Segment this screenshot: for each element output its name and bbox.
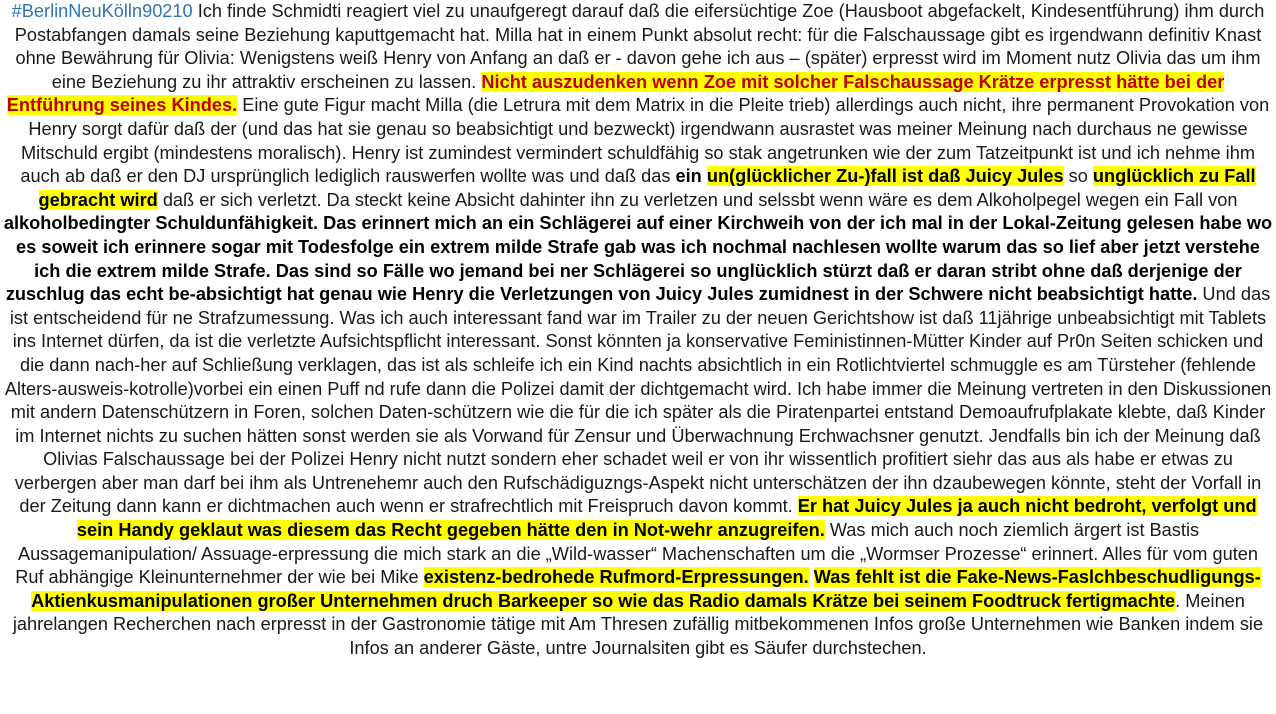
highlighted-bold-text: existenz-bedrohede Rufmord-Erpressungen.	[423, 567, 809, 588]
text-segment: Und das ist entscheidend für ne Strafzumessung. Was ich auch interessant fand war im Trailer zu der neuen Gerichtshow ist daß 11jährige unbeabsichtigt mit Tablets ins Internet dürfen, da ist die verletzte Aufsichtspflicht interessant. Sonst könnten ja konservative Feministinnen-Mütter Kinder auf Pr0n Seiten schicken und die dann nach-her auf Schließung verklagen, das ist als schleife ich ein Kind nachts absichtlich in ein Rotlichtviertel schmuggle es am Türsteher (fehlende Alters-ausweis-kotrolle)vorbei ein einen Puff nd rufe dann die Polizei damit der dichtgemacht wird. Ich habe immer die Meinung vertreten in den Diskussionen mit andern Datenschützern in Foren, solchen Daten-schützern wie die für die ich später als die Piratenpartei entstand Demoaufrufplakate klebte, daß Kinder im Internet nichts zu suchen hätten sonst werden sie als Vorwand für Zensur und Überwachnung Erchwachsner genutzt. Jendfalls bin ich der Meinung daß Olivias Falschaussage bei der Polizei Henry nicht nutzt sondern eher schadet weil er von ihr wissentlich profitiert siehr das aus als habe er etwas zu verbergen aber man darf bei ihm als Untrenehemr auch den Rufschädiguzngs-Aspekt nicht unterschätzen der ihn dzaubewegen könnte, steht der Vorfall in der Zeitung dann kann er dichtmachen auch wenn er strafrechtlich mit Freispruch davon kommt.	[4, 284, 1272, 517]
text-segment: Eine gute Figur macht Milla (die Letrura mit dem Matrix in die Pleite trieb) allerdings auch nicht, ihre permanent Provokation von Henry sorgt dafür daß der (und das hat sie genau so beabsichtigt und bezweckt) irgendwann ausrastet was meiner Meinung nach durchaus ne gewisse Mitschuld ergibt (mindestens moralisch). Henry ist zumindest vermindert schuldfähig so stak angetrunken wie der zum Tatzeitpunkt ist und ich nehme ihm auch ab daß er den DJ ursprünglich lediglich rauswerfen wollte was und daß das	[20, 95, 1270, 187]
highlighted-bold-text: un(glücklicher Zu-)fall ist daß Juicy Jules	[706, 166, 1064, 187]
text-segment	[809, 567, 814, 587]
highlighted-bold-text: Er hat Juicy Jules ja auch nicht bedroht, verfolgt und sein Handy geklaut was diesem das Recht gegeben hätte den in Not-wehr anzugreifen.	[76, 496, 1257, 541]
text-segment: so	[1063, 166, 1093, 187]
bold-text: ein	[675, 166, 707, 187]
text-segment: Was mich auch noch ziemlich ärgert ist Bastis Aussagemanipulation/ Assuage-erpressung die mich stark an die „Wild-wasser“ Machenschaften um die „Wormser Prozesse“ erinnert. Alles für vom guten Ruf abhängige Kleinunternehmer der wie bei Mike	[15, 520, 1258, 588]
text-segment: . Meinen jahrelangen Recherchen nach erpresst in der Gastronomie tätige mit Am Thresen zufällig mitbekommenen Infos große Unternehmen wie Banken indem sie Infos an anderer Gäste, untre Journalsiten gibt es Säufer durchstechen.	[12, 590, 1264, 659]
highlighted-bold-text: Was fehlt ist die Fake-News-Faslchbeschudligungs-Aktienkusmanipulationen großer Unternehmen druch Barkeeper so wie das Radio damals Krätze bei seinem Foodtruck fertigmachte	[31, 567, 1261, 611]
highlighted-bold-text: unglücklich zu Fall gebracht wird	[38, 166, 1256, 210]
hashtag-link[interactable]: #BerlinNeuKölln90210	[11, 1, 193, 21]
text-segment: Ich finde Schmidti reagiert viel zu unaufgeregt darauf daß die eifersüchtige Zoe (Hausboot abgefackelt, Kindesentführung) ihm durch Postabfangen damals seine Beziehung kaputtgemacht hat. Milla hat in einem Punkt absolut recht: für die Falschaussage gibt es irgendwann definitiv Knast ohne Bewährung für Olivia: Wenigstens weiß Henry von Anfang an daß er - davon gehe ich aus – (später) erpresst wird im Moment nutz Olivia das um ihm eine Beziehung zu ihr attraktiv erscheinen zu lassen.	[14, 1, 1265, 92]
red-highlighted-text: Nicht auszudenken wenn Zoe mit solcher Falschaussage Krätze erpresst hätte bei der Entführung seines Kindes.	[6, 71, 1225, 116]
bold-text: alkoholbedingter Schuldunfähigkeit. Das erinnert mich an ein Schlägerei auf einer Kirchweih von der ich mal in der Lokal-Zeitung gelesen habe wo es soweit ich erinnere sogar mit Todesfolge ein extrem milde Strafe gab was ich nochmal nachlesen wollte warum das so lief aber jetzt verstehe ich die extrem milde Strafe. Das sind so Fälle wo jemand bei ner Schlägerei so unglücklich stürzt daß er daran stribt ohne daß derjenige der zuschlug das echt be-absichtigt hat genau wie Henry die Verletzungen von Juicy Jules zumidnest in der Schwere nicht beabsichtigt hatte.	[3, 213, 1273, 305]
article-paragraph	[2, 0, 1274, 661]
text-segment: daß er sich verletzt. Da steckt keine Absicht dahinter ihn zu verletzen und selssbt wenn wäre es dem Alkoholpegel wegen ein Fall von	[157, 189, 1238, 210]
